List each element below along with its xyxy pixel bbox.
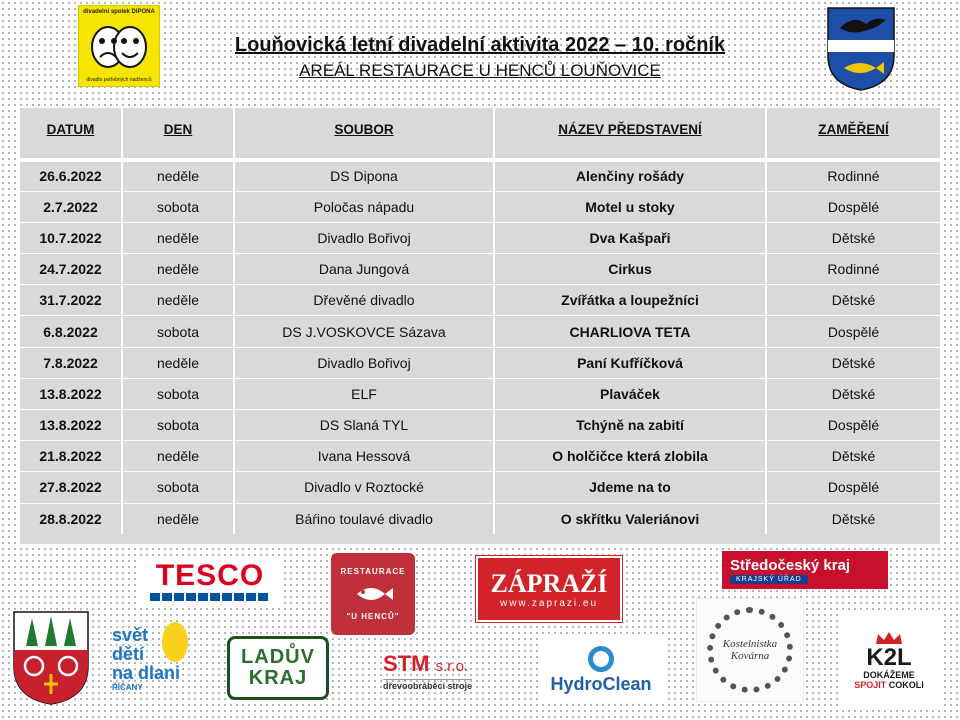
header (160, 34, 800, 81)
column-header-ensemble: SOUBOR (234, 108, 494, 160)
cell-date: 13.8.2022 (20, 378, 122, 409)
table-row (20, 254, 940, 285)
cell-day: sobota (122, 378, 234, 409)
stredocesky-kraj-logo (722, 551, 888, 589)
svet-place: ŘÍČANY (112, 683, 143, 692)
cell-performance: Motel u stoky (494, 191, 766, 222)
svet-line-2: dětí (112, 644, 145, 664)
cell-performance: Cirkus (494, 254, 766, 285)
cell-date: 31.7.2022 (20, 285, 122, 316)
table-row (20, 378, 940, 409)
cell-ensemble: Divadlo Bořivoj (234, 347, 494, 378)
tesco-logo (140, 556, 280, 606)
table-row (20, 503, 940, 534)
laduv-kraj-logo (227, 636, 329, 700)
programme-table (20, 108, 940, 544)
cell-day: neděle (122, 441, 234, 472)
wreath-icon (707, 607, 793, 693)
cell-focus: Dětské (766, 285, 940, 316)
restaurace-logo-text: RESTAURACE (340, 567, 406, 576)
cell-day: neděle (122, 254, 234, 285)
cell-focus: Dětské (766, 441, 940, 472)
cell-performance: CHARLIOVA TETA (494, 316, 766, 347)
stm-logo (383, 646, 503, 696)
hydroclean-logo (538, 638, 664, 702)
cell-focus: Rodinné (766, 160, 940, 191)
k2l-slogan-line-1: DOKÁŽEME (863, 670, 915, 680)
cell-ensemble: DS J.VOSKOVCE Sázava (234, 316, 494, 347)
municipality-coat-of-arms-icon (12, 610, 90, 706)
table-row (20, 222, 940, 253)
stm-subtitle: dřevoobráběcí stroje (383, 680, 473, 691)
cell-day: neděle (122, 285, 234, 316)
stredocesky-kraj-wordmark: Středočeský kraj (730, 556, 851, 574)
table-row (20, 285, 940, 316)
stm-wordmark (383, 652, 468, 679)
zaprazi-url: www.zaprazi.eu (499, 597, 599, 609)
cell-ensemble: Báŕino toulavé divadlo (234, 503, 494, 534)
cell-performance: Tchýně na zabití (494, 410, 766, 441)
restaurace-logo-subtext: "U HENCŮ" (346, 612, 400, 621)
cell-day: sobota (122, 472, 234, 503)
cell-focus: Dětské (766, 347, 940, 378)
cell-performance: Dva Kašpaři (494, 222, 766, 253)
dipona-logo-top-text: divadelní spolek DIPONA (83, 9, 155, 15)
zaprazi-wordmark: ZÁPRAŽÍ (490, 568, 608, 598)
k2l-slogan-line-2 (854, 680, 924, 690)
cell-day: neděle (122, 222, 234, 253)
table-row (20, 472, 940, 503)
table-row (20, 316, 940, 347)
cell-date: 28.8.2022 (20, 503, 122, 534)
cell-date: 26.6.2022 (20, 160, 122, 191)
table-header-row (20, 108, 940, 160)
cell-performance: O skřítku Valeriánovi (494, 503, 766, 534)
cell-day: sobota (122, 410, 234, 441)
kovarna-text (723, 638, 777, 662)
cell-ensemble: Divadlo v Roztocké (234, 472, 494, 503)
k2l-slogan-spojit: SPOJIT (854, 680, 887, 690)
smiley-sun-icon (162, 622, 188, 662)
column-header-performance: NÁZEV PŘEDSTAVENÍ (494, 108, 766, 160)
tesco-wordmark: TESCO (155, 559, 265, 592)
column-header-focus: ZAMĚŘENÍ (766, 108, 940, 160)
laduv-line-1: LADŮV (241, 646, 315, 668)
svet-deti-na-dlani-logo (110, 614, 190, 704)
dipona-logo (78, 5, 160, 87)
cell-ensemble: DS Dipona (234, 160, 494, 191)
cell-focus: Dětské (766, 503, 940, 534)
cell-performance: Alenčiny rošády (494, 160, 766, 191)
cell-performance: Jdeme na to (494, 472, 766, 503)
cell-performance: Plaváček (494, 378, 766, 409)
cell-day: sobota (122, 316, 234, 347)
kovarna-line-1: Kostelnistka (722, 638, 778, 650)
cell-focus: Rodinné (766, 254, 940, 285)
page-subtitle: AREÁL RESTAURACE U HENCŮ LOUŇOVICE (299, 61, 661, 80)
table-row (20, 441, 940, 472)
kovarna-logo (696, 598, 804, 702)
table-row (20, 347, 940, 378)
cell-date: 21.8.2022 (20, 441, 122, 472)
cell-date: 13.8.2022 (20, 410, 122, 441)
k2l-slogan-cokoli: COKOLI (888, 680, 924, 690)
cell-focus: Dospělé (766, 410, 940, 441)
restaurace-u-hencu-logo (331, 553, 415, 635)
stm-name: STM (383, 650, 430, 676)
laduv-line-2: KRAJ (248, 667, 308, 689)
cell-ensemble: Ivana Hessová (234, 441, 494, 472)
hydroclean-swirl-icon (588, 646, 614, 672)
cell-date: 10.7.2022 (20, 222, 122, 253)
k2l-wordmark: K2L (866, 644, 912, 671)
cell-ensemble: Poločas nápadu (234, 191, 494, 222)
dipona-logo-bottom-text: divadlo potřebných nadšenců (86, 77, 152, 83)
cell-day: sobota (122, 191, 234, 222)
page-title: Louňovická letní divadelní aktivita 2022 – 10. ročník (234, 34, 726, 56)
cell-focus: Dětské (766, 378, 940, 409)
cell-performance: Zvířátka a loupežníci (494, 285, 766, 316)
theatre-masks-icon (86, 23, 152, 71)
tesco-stripes-icon (150, 593, 270, 601)
cell-date: 27.8.2022 (20, 472, 122, 503)
stm-suffix: s.r.o. (435, 657, 469, 675)
cell-performance: O holčičce která zlobila (494, 441, 766, 472)
cell-ensemble: Dřevěné divadlo (234, 285, 494, 316)
fish-cutlery-icon (351, 576, 395, 612)
cell-date: 7.8.2022 (20, 347, 122, 378)
column-header-day: DEN (122, 108, 234, 160)
louňovice-coat-of-arms-icon (826, 6, 896, 92)
cell-date: 2.7.2022 (20, 191, 122, 222)
cell-ensemble: Divadlo Bořivoj (234, 222, 494, 253)
table-row (20, 160, 940, 191)
table-row (20, 191, 940, 222)
cell-date: 24.7.2022 (20, 254, 122, 285)
cell-day: neděle (122, 160, 234, 191)
cell-day: neděle (122, 503, 234, 534)
cell-focus: Dospělé (766, 191, 940, 222)
cell-focus: Dospělé (766, 472, 940, 503)
zaprazi-logo (476, 556, 622, 622)
cell-ensemble: Dana Jungová (234, 254, 494, 285)
cell-ensemble: DS Slaná TYL (234, 410, 494, 441)
column-header-date: DATUM (20, 108, 122, 160)
cell-focus: Dospělé (766, 316, 940, 347)
cell-ensemble: ELF (234, 378, 494, 409)
hydroclean-wordmark: HydroClean (550, 673, 652, 694)
krajsky-urad-text: KRAJSKÝ ÚŘAD (730, 575, 808, 584)
kovarna-line-2: Kovárna (730, 650, 770, 662)
cell-date: 6.8.2022 (20, 316, 122, 347)
table-row (20, 410, 940, 441)
svet-line-1: svět (112, 625, 149, 645)
svet-line-3: na dlani (112, 663, 181, 683)
k2l-logo (838, 612, 940, 708)
cell-performance: Paní Kufříčková (494, 347, 766, 378)
cell-focus: Dětské (766, 222, 940, 253)
cell-day: neděle (122, 347, 234, 378)
